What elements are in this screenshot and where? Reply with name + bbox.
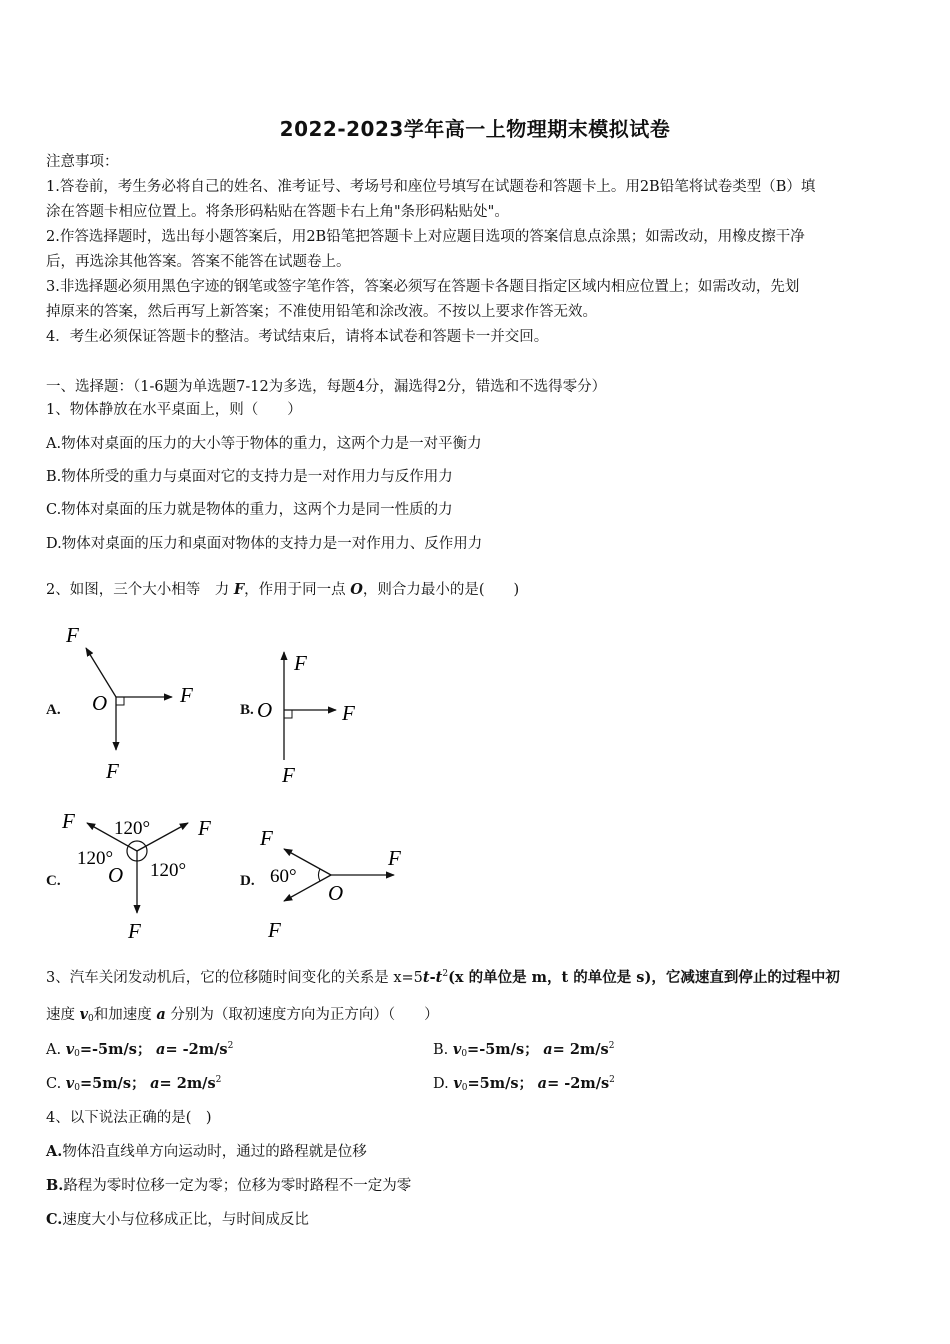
- point-label: O: [257, 698, 273, 722]
- question-3-options-row-2: [46, 1074, 910, 1094]
- notice-line: 3.非选择题必须用黑色字迹的钢笔或签字笔作答，答案必须写在答题卡各题目指定区域内相应位置上；如需改动，先划: [46, 279, 800, 295]
- question-1-option-b: B.物体所受的重力与桌面对它的支持力是一对作用力与反作用力: [46, 469, 453, 485]
- force-diagram-b: [250, 640, 380, 790]
- force-arrow: [86, 648, 116, 697]
- section-heading: 一、选择题：（1-6题为单选题7-12为多选，每题4分，漏选得2分，错选和不选得零分）: [46, 379, 607, 395]
- question-3-option-a: A. $v_0=-5m/s$； $a= -2m/s^2$: [46, 1041, 234, 1059]
- right-angle-mark: [116, 697, 124, 705]
- question-4-option-b: B.路程为零时位移一定为零；位移为零时路程不一定为零: [46, 1177, 412, 1194]
- point-label: O: [92, 691, 108, 715]
- force-label: F: [198, 816, 211, 840]
- notice-line: 涂在答题卡相应位置上。将条形码粘贴在答题卡右上角"条形码粘贴处"。: [46, 204, 509, 220]
- question-1-stem: 1、物体静放在水平桌面上，则（ ）: [46, 402, 302, 418]
- angle-label: 60°: [270, 866, 297, 887]
- angle-label: 120°: [150, 860, 187, 881]
- force-label: F: [62, 809, 75, 833]
- force-label: F: [342, 701, 355, 725]
- angle-label: 120°: [114, 818, 151, 839]
- notice-line: 掉原来的答案，然后再写上新答案；不准使用铅笔和涂改液。不按以上要求作答无效。: [46, 304, 597, 320]
- force-label: F: [282, 763, 295, 787]
- notice-line: 4．考生必须保证答题卡的整洁。考试结束后，请将本试卷和答题卡一并交回。: [46, 329, 549, 345]
- force-label: F: [388, 846, 401, 870]
- question-1-option-d: D.物体对桌面的压力和桌面对物体的支持力是一对作用力、反作用力: [46, 536, 483, 552]
- question-3-option-b: B. $v_0=-5m/s$； $a= 2m/s^2$: [433, 1041, 615, 1059]
- force-label: F: [128, 919, 141, 943]
- force-label: F: [268, 918, 281, 942]
- notice-line: 后，再选涂其他答案。答案不能答在试题卷上。: [46, 254, 351, 270]
- angle-arc: [319, 869, 320, 881]
- force-label: F: [180, 683, 193, 707]
- force-diagram-d: [256, 820, 416, 945]
- question-1-option-c: C.物体对桌面的压力就是物体的重力，这两个力是同一性质的力: [46, 502, 453, 518]
- point-label: O: [328, 881, 344, 905]
- question-4-option-a: A.物体沿直线单方向运动时，通过的路程就是位移: [46, 1143, 367, 1160]
- force-diagram-c: [58, 805, 228, 950]
- force-diagram-a: [60, 620, 220, 790]
- question-4-option-c: C.速度大小与位移成正比，与时间成反比: [46, 1211, 309, 1228]
- right-angle-mark: [284, 710, 292, 718]
- force-label: F: [260, 826, 273, 850]
- question-3-option-c: C. $v_0=5m/s$； $a= 2m/s^2$: [46, 1075, 222, 1093]
- point-label: O: [108, 863, 124, 887]
- question-1-option-a: A.物体对桌面的压力的大小等于物体的重力，这两个力是一对平衡力: [46, 436, 482, 452]
- notice-line: 2.作答选择题时，选出每小题答案后，用2B铅笔把答题卡上对应题目选项的答案信息点涂黑；如需改动，用橡皮擦干净: [46, 229, 805, 245]
- question-4-stem: 4、以下说法正确的是( ): [46, 1110, 212, 1126]
- figure-c-label: C.: [46, 873, 61, 889]
- question-3-stem: 3、汽车关闭发动机后，它的位移随时间变化的关系是 $x=5t-t^2(x$ 的单位是 m，t 的单位是 s)，它减速直到停止的过程中初: [46, 969, 840, 986]
- force-label: F: [106, 759, 119, 783]
- figure-a-label: A.: [46, 702, 61, 718]
- figure-b-label: B.: [240, 702, 254, 718]
- question-3-options-row-1: [46, 1040, 910, 1060]
- page-title: 2022-2023学年高一上物理期末模拟试卷: [279, 117, 671, 141]
- figure-d-label: D.: [240, 873, 255, 889]
- angle-label: 120°: [77, 848, 114, 869]
- question-3-stem-2: 速度 $v_0$和加速度 a 分别为（取初速度方向为正方向）（ ）: [46, 1006, 439, 1024]
- question-3-option-d: D. $v_0=5m/s$； $a= -2m/s^2$: [433, 1075, 615, 1093]
- force-label: F: [66, 623, 79, 647]
- force-label: F: [294, 651, 307, 675]
- notice-line: 1.答卷前，考生务必将自己的姓名、准考证号、考场号和座位号填写在试题卷和答题卡上。用2B铅笔将试卷类型（B）填: [46, 179, 816, 195]
- notice-heading: 注意事项：: [46, 154, 119, 170]
- question-2-stem: 2、如图，三个大小相等 力 F，作用于同一点 O，则合力最小的是( ): [46, 581, 520, 598]
